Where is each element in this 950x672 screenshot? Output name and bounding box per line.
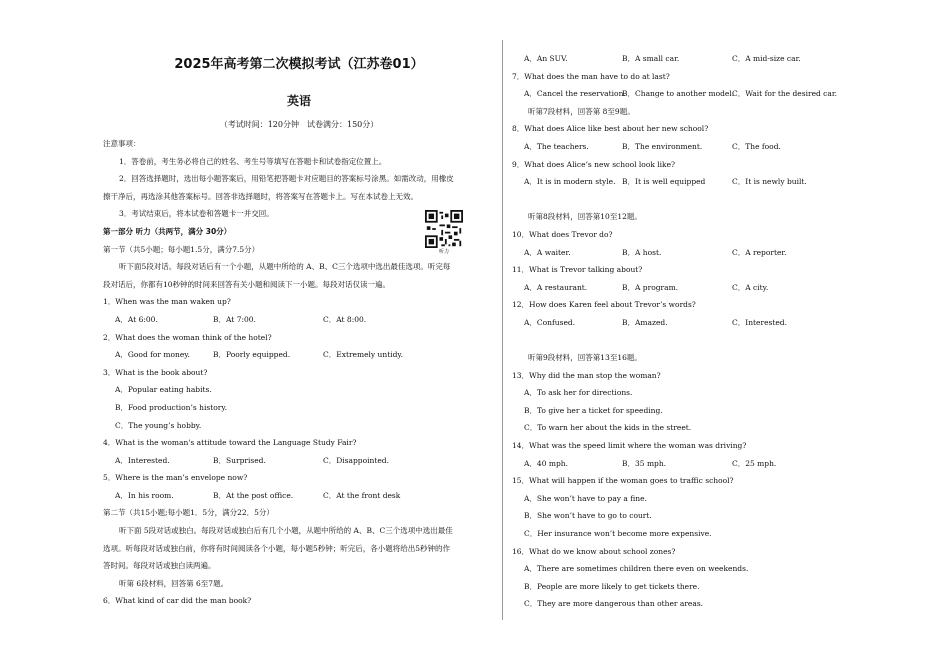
option-b: B．A program. — [622, 282, 679, 292]
question-4-stem: 4．What is the woman's attitude toward the Language Study Fair? — [103, 438, 357, 448]
section2-heading: 第二节（共15小题;每小题1．5分，满分22．5分） — [103, 508, 274, 518]
option-c: C．A mid-size car. — [732, 54, 801, 63]
option-a: A．40 mph. — [524, 458, 568, 468]
exam-title: 2025年高考第二次模拟考试（江苏卷01） — [174, 57, 424, 72]
option-b: B．At the post office. — [213, 490, 294, 500]
option-c: C．At 8:00. — [323, 314, 367, 324]
question-14-options — [512, 455, 842, 473]
left-column — [103, 50, 495, 610]
question-2-stem: 2．What does the woman think of the hotel? — [103, 332, 272, 342]
option-c: C．Disappointed. — [323, 455, 389, 465]
question-7-stem: 7．What does the man have to do at last? — [512, 71, 670, 81]
notice-item-1: 1．答卷前，考生务必将自己的姓名、考生号等填写在答题卡和试卷指定位置上。 — [119, 156, 387, 166]
option-a: A．It is in modern style. — [524, 177, 616, 187]
question-13-stem: 13．Why did the man stop the woman? — [512, 370, 661, 380]
option-a: A．Interested. — [115, 455, 170, 465]
listen-6-instruction: 听第 6段材料，回答第 6至7题。 — [119, 578, 229, 588]
option-c: C．Extremely untidy. — [323, 350, 404, 360]
question-13-option-c: C．To warn her about the kids in the street. — [524, 423, 692, 433]
section1-heading: 第一节（共5小题；每小题1.5分，满分7.5分） — [103, 244, 260, 254]
notice-item-2b: 擦干净后，再选涂其他答案标号。回答非选择题时，将答案写在答题卡上。写在本试卷上无效。 — [103, 191, 418, 201]
option-a: A．A waiter. — [524, 247, 571, 257]
option-b: B．Change to another model. — [622, 89, 735, 99]
question-16-option-a: A．There are sometimes children there even on weekends. — [524, 564, 749, 574]
option-b: B．Amazed. — [622, 317, 668, 327]
question-6-stem: 6．What kind of car did the man book? — [103, 596, 252, 606]
listen-9-instruction: 听第9段材料，回答第13至16题。 — [528, 353, 642, 363]
option-c: C．At the front desk — [323, 490, 401, 500]
option-b: B．35 mph. — [622, 458, 667, 468]
option-c: C．25 mph. — [732, 458, 777, 468]
question-15-stem: 15．What will happen if the woman goes to traffic school? — [512, 476, 734, 486]
option-a: A．In his room. — [115, 490, 174, 500]
question-9-stem: 9．What does Alice’s new school look like? — [512, 159, 676, 169]
option-b: B．The environment. — [622, 141, 703, 151]
question-1-options — [103, 311, 495, 329]
question-15-option-c: C．Her insurance won’t become more expensive. — [524, 529, 712, 539]
question-5-options — [103, 487, 495, 505]
question-3-option-a: A．Popular eating habits. — [115, 385, 212, 395]
option-b: B．It is well equipped — [622, 177, 706, 187]
option-a: A．A restaurant. — [524, 282, 588, 292]
option-a: A．An SUV. — [524, 54, 568, 63]
option-c: C．A city. — [732, 282, 769, 292]
question-1-stem: 1．When was the man waken up? — [103, 297, 231, 307]
question-3-stem: 3．What is the book about? — [103, 367, 208, 377]
option-c: C．Wait for the desired car. — [732, 89, 838, 99]
section2-instructions-c: 答时间。每段对话或独白读两遍。 — [103, 561, 216, 571]
option-b: B．At 7:00. — [213, 314, 256, 324]
question-7-options — [512, 85, 842, 103]
question-3-option-b: B．Food production’s history. — [115, 402, 227, 412]
question-2-options — [103, 346, 495, 364]
question-15-option-b: B．She won’t have to go to court. — [524, 511, 652, 521]
notice-heading: 注意事项： — [103, 139, 141, 148]
option-c: C．A reporter. — [732, 247, 787, 257]
option-b: B．A host. — [622, 247, 662, 257]
column-divider — [502, 40, 503, 620]
option-a: A．Cancel the reservation. — [524, 89, 626, 99]
right-column — [512, 50, 842, 613]
question-11-options — [512, 279, 842, 297]
option-a: A．Good for money. — [115, 350, 190, 360]
listen-8-instruction: 听第8段材料，回答第10至12题。 — [528, 212, 642, 222]
question-10-options — [512, 244, 842, 262]
question-16-stem: 16．What do we know about school zones? — [512, 546, 676, 556]
question-4-options — [103, 452, 495, 470]
option-b: B．Poorly equipped. — [213, 350, 291, 360]
notice-item-3: 3．考试结束后，将本试卷和答题卡一并交回。 — [119, 209, 274, 219]
question-8-options — [512, 138, 842, 156]
listen-7-instruction: 听第7段材料，回答第 8至9题。 — [528, 106, 635, 116]
option-c: C．The food. — [732, 141, 781, 151]
question-12-stem: 12．How does Karen feel about Trevor’s words? — [512, 300, 696, 310]
question-11-stem: 11．What is Trevor talking about? — [512, 265, 643, 275]
question-13-option-a: A．To ask her for directions. — [524, 388, 633, 398]
notice-item-2a: 2．回答选择题时，选出每小题答案后，用铅笔把答题卡对应题目的答案标号涂黑。如需改动，用橡皮 — [119, 174, 454, 184]
question-16-option-b: B．People are more likely to get tickets there. — [524, 581, 700, 591]
section2-instructions-b: 选项。听每段对话或独白前，你将有时间阅读各个小题，每小题5秒钟；听完后，各小题将给出5秒钟的作 — [103, 543, 451, 553]
option-c: C．Interested. — [732, 317, 787, 327]
question-13-option-b: B．To give her a ticket for speeding. — [524, 405, 663, 415]
section1-instructions-b: 段对话后，你都有10秒钟的时间来回答有关小题和阅读下一小题。每段对话仅读一遍。 — [103, 279, 391, 289]
option-c: C．It is newly built. — [732, 177, 807, 187]
question-9-options — [512, 173, 842, 191]
qr-code-icon — [425, 210, 463, 248]
question-12-options — [512, 314, 842, 332]
qr-caption: 听力 — [438, 249, 449, 255]
question-14-stem: 14．What was the speed limit where the woman was driving? — [512, 441, 747, 451]
option-a: A．Confused. — [524, 317, 576, 327]
question-6-options — [512, 50, 842, 68]
subject-title: 英语 — [286, 94, 311, 108]
question-3-option-c: C．The young’s hobby. — [115, 420, 202, 430]
question-15-option-a: A．She won’t have to pay a fine. — [524, 493, 647, 503]
question-8-stem: 8．What does Alice like best about her new school? — [512, 124, 709, 134]
part1-heading: 第一部分 听力（共两节，满分 30分） — [103, 226, 232, 236]
option-b: B．Surprised. — [213, 455, 266, 465]
question-16-option-c: C．They are more dangerous than other areas. — [524, 599, 704, 609]
section2-instructions-a: 听下面 5段对话或独白。每段对话或独白后有几个小题，从题中所给的 A、B、C三个选项中选出最佳 — [119, 526, 453, 536]
section1-instructions-a: 听下面5段对话。每段对话后有一个小题，从题中所给的 A、B、C三个选项中选出最佳选项。听完每 — [119, 262, 451, 272]
question-5-stem: 5．Where is the man’s envelope now? — [103, 473, 248, 483]
question-10-stem: 10．What does Trevor do? — [512, 229, 613, 239]
option-a: A．The teachers. — [524, 141, 589, 151]
option-b: B．A small car. — [622, 54, 680, 63]
option-a: A．At 6:00. — [115, 314, 158, 324]
exam-info: （考试时间：120分钟 试卷满分：150分） — [219, 120, 379, 129]
